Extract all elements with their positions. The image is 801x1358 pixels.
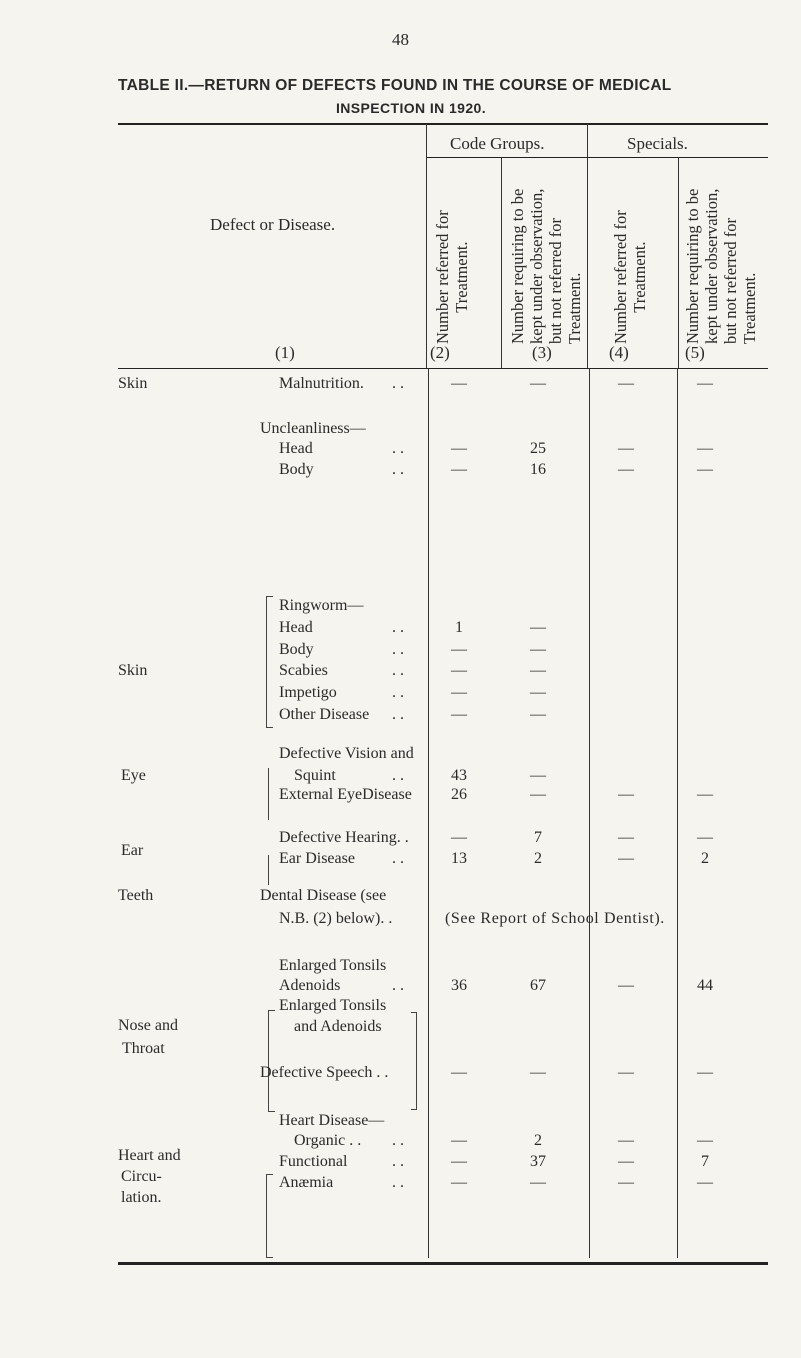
row-label: External EyeDisease (279, 786, 412, 803)
row-label: Body (279, 461, 314, 478)
cell-c5: — (697, 440, 713, 457)
col-divider-1-body (428, 368, 429, 1258)
code-groups-header: Code Groups. (450, 134, 545, 153)
leader-dots: . . (392, 850, 404, 867)
cell-c4: — (618, 786, 634, 803)
cell-c3: — (530, 786, 546, 803)
row-group-label: Teeth (118, 887, 154, 904)
row-label: Functional (279, 1153, 348, 1170)
cell-c2: 26 (451, 786, 467, 803)
cell-c5: 44 (697, 977, 713, 994)
cell-c2: — (451, 662, 467, 679)
row-group-label: lation. (121, 1189, 162, 1206)
cell-c5: — (697, 786, 713, 803)
cell-c4: — (618, 1153, 634, 1170)
cell-c3: 2 (534, 850, 542, 867)
col5-header: Number requiring to be kept under observation, but not referred for Treatment. (683, 188, 759, 344)
col3-number: (3) (532, 343, 552, 362)
row-label: Body (279, 641, 314, 658)
cell-c4: — (618, 1174, 634, 1191)
cell-c3: — (530, 662, 546, 679)
cell-c3: 2 (534, 1132, 542, 1149)
row-label: Ringworm— (279, 597, 364, 614)
cell-c3: — (530, 1064, 546, 1081)
cell-c2: — (451, 684, 467, 701)
cell-c4: — (618, 850, 634, 867)
row-group-label: Nose and (118, 1017, 178, 1034)
row-label: Enlarged Tonsils (279, 957, 387, 974)
row-label: and Adenoids (294, 1018, 382, 1035)
row-group-label: Ear (121, 842, 144, 859)
page-number: 48 (392, 30, 409, 49)
cell-c3: — (530, 684, 546, 701)
cell-c5: — (697, 461, 713, 478)
eye-brace (268, 768, 274, 820)
cell-c4: — (618, 375, 634, 392)
leader-dots: . . (392, 440, 404, 457)
leader-dots: . . (392, 641, 404, 658)
cell-c5: — (697, 829, 713, 846)
cell-c2: — (451, 375, 467, 392)
leader-dots: . . (392, 1153, 404, 1170)
col2-number: (2) (430, 343, 450, 362)
cell-c3: — (530, 767, 546, 784)
leader-dots: . . (392, 684, 404, 701)
col3-header: Number requiring to be kept under observation, but not referred for Treatment. (508, 188, 584, 344)
col-divider-4 (678, 157, 679, 368)
heart-brace (266, 1174, 273, 1258)
row-label: Adenoids (279, 977, 341, 994)
table-subtitle: INSPECTION IN 1920. (336, 100, 486, 116)
col-divider-3-body (589, 368, 590, 1258)
cell-c3: — (530, 1174, 546, 1191)
row-label: Scabies (279, 662, 328, 679)
row-label: Head (279, 440, 313, 457)
cell-c4: — (618, 1064, 634, 1081)
table-title: TABLE II.—RETURN OF DEFECTS FOUND IN THE COURSE OF MEDICAL (118, 77, 672, 94)
cell-c5: — (697, 1132, 713, 1149)
leader-dots: . . (392, 977, 404, 994)
col4-number: (4) (609, 343, 629, 362)
leader-dots: . . (392, 461, 404, 478)
col-divider-4-body (677, 368, 678, 1258)
nose-brace-right (411, 1012, 417, 1110)
cell-c2: — (451, 1064, 467, 1081)
leader-dots: . . (392, 375, 404, 392)
row-label: Defective Hearing. . (279, 829, 409, 846)
cell-c3: 16 (530, 461, 546, 478)
row-label: Head (279, 619, 313, 636)
row-group-label: Circu- (121, 1168, 162, 1185)
subheader-rule (426, 157, 768, 158)
row-label: Malnutrition. (279, 375, 364, 392)
cell-c5: — (697, 1064, 713, 1081)
row-group-label: Eye (121, 767, 146, 784)
leader-dots: . . (392, 767, 404, 784)
col-divider-2 (501, 157, 502, 368)
cell-c2: 13 (451, 850, 467, 867)
cell-c3: — (530, 619, 546, 636)
cell-c5: — (697, 1174, 713, 1191)
row-label: Heart Disease— (279, 1112, 385, 1129)
cell-c2: — (451, 461, 467, 478)
cell-c3: 7 (534, 829, 542, 846)
cell-c2: — (451, 1153, 467, 1170)
cell-c2: 36 (451, 977, 467, 994)
cell-c5: — (697, 375, 713, 392)
row-label: Uncleanliness— (260, 420, 366, 437)
row-label: Impetigo (279, 684, 337, 701)
bottom-rule (118, 1262, 768, 1265)
nose-brace-left (268, 1010, 275, 1112)
cell-c2: — (451, 641, 467, 658)
cell-c2: — (451, 1132, 467, 1149)
row-label: Other Disease (279, 706, 370, 723)
cell-c3: — (530, 706, 546, 723)
cell-c4: — (618, 461, 634, 478)
col4-header: Number referred for Treatment. (611, 210, 649, 344)
col5-number: (5) (685, 343, 705, 362)
cell-c3: 25 (530, 440, 546, 457)
row-label: Defective Speech . . (260, 1064, 389, 1081)
leader-dots: . . (392, 1174, 404, 1191)
row-group-label: Throat (122, 1040, 165, 1057)
row-group-label: Heart and (118, 1147, 181, 1164)
leader-dots: . . (392, 619, 404, 636)
cell-c2: 43 (451, 767, 467, 784)
row-label: Squint (294, 767, 336, 784)
row-group-label: Skin (118, 375, 148, 392)
leader-dots: . . (392, 662, 404, 679)
cell-c2: — (451, 440, 467, 457)
defect-header: Defect or Disease. (210, 215, 336, 234)
cell-c3: — (530, 375, 546, 392)
cell-c3: — (530, 641, 546, 658)
header-bottom-rule (118, 368, 768, 369)
row-label: Anæmia (279, 1174, 334, 1191)
cell-c4: — (618, 440, 634, 457)
row-label: N.B. (2) below). . (279, 910, 393, 927)
specials-header: Specials. (627, 134, 688, 153)
top-rule (118, 123, 768, 125)
col2-header: Number referred for Treatment. (433, 210, 471, 344)
cell-c4: — (618, 977, 634, 994)
row-label: Ear Disease (279, 850, 355, 867)
cell-c5: 7 (701, 1153, 709, 1170)
row-group-label: Skin (118, 662, 148, 679)
cell-c2: — (451, 1174, 467, 1191)
ear-brace (268, 855, 274, 885)
row-label: Dental Disease (see (260, 887, 387, 904)
row-label: Enlarged Tonsils (279, 997, 387, 1014)
cell-c5: 2 (701, 850, 709, 867)
row-label: Organic . . (294, 1132, 362, 1149)
dentist-note: (See Report of School Dentist). (445, 910, 665, 927)
row-label: Defective Vision and (279, 745, 414, 762)
ringworm-brace (266, 596, 273, 728)
leader-dots: . . (392, 706, 404, 723)
cell-c3: 67 (530, 977, 546, 994)
cell-c3: 37 (530, 1153, 546, 1170)
col1-number: (1) (275, 343, 295, 362)
cell-c4: — (618, 1132, 634, 1149)
leader-dots: . . (392, 1132, 404, 1149)
cell-c4: — (618, 829, 634, 846)
cell-c2: — (451, 829, 467, 846)
cell-c2: — (451, 706, 467, 723)
col-divider-1 (426, 123, 427, 368)
col-divider-3 (587, 123, 588, 368)
cell-c2: 1 (455, 619, 463, 636)
